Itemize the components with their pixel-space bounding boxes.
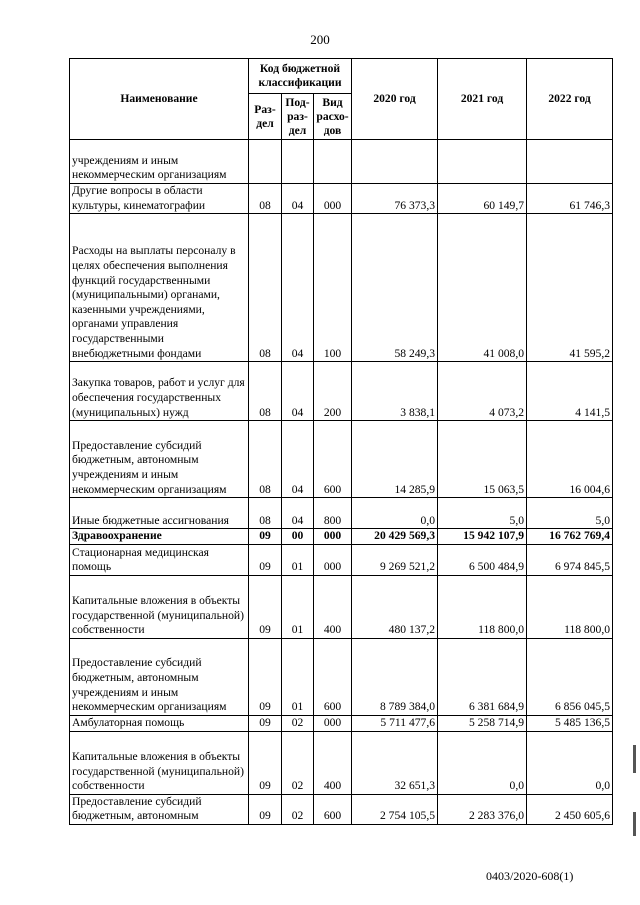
row-value-2020: 20 429 569,3 <box>352 529 438 545</box>
header-year-2021: 2021 год <box>438 59 527 140</box>
row-name: Другие вопросы в области культуры, кинематографии <box>70 184 249 214</box>
row-subsection: 02 <box>282 715 314 731</box>
row-value-2022 <box>527 140 613 184</box>
row-value-2020: 3 838,1 <box>352 362 438 421</box>
row-value-2022: 2 450 605,6 <box>527 794 613 824</box>
row-expense-type: 200 <box>314 362 352 421</box>
row-value-2022: 16 762 769,4 <box>527 529 613 545</box>
header-year-2020: 2020 год <box>352 59 438 140</box>
header-name: Наименование <box>70 59 249 140</box>
row-value-2022: 5,0 <box>527 498 613 529</box>
row-subsection: 04 <box>282 214 314 362</box>
row-value-2021: 2 283 376,0 <box>438 794 527 824</box>
row-subsection: 00 <box>282 529 314 545</box>
row-expense-type: 000 <box>314 184 352 214</box>
table-row <box>70 638 613 715</box>
row-value-2021: 5,0 <box>438 498 527 529</box>
row-section: 08 <box>249 184 282 214</box>
row-value-2022: 16 004,6 <box>527 421 613 498</box>
row-value-2020: 58 249,3 <box>352 214 438 362</box>
row-name: Расходы на выплаты персоналу в целях обеспечения выполнения функций государственными (муниципальными) органами, казенными учреждениями, органами управления государственными внебюджетными фондами <box>70 214 249 362</box>
row-value-2020: 9 269 521,2 <box>352 544 438 575</box>
row-section: 08 <box>249 362 282 421</box>
row-value-2021 <box>438 140 527 184</box>
row-value-2020: 0,0 <box>352 498 438 529</box>
row-subsection: 04 <box>282 498 314 529</box>
row-expense-type: 000 <box>314 715 352 731</box>
header-code-group: Код бюджетной классификации <box>249 59 352 94</box>
row-value-2021: 60 149,7 <box>438 184 527 214</box>
row-value-2020: 2 754 105,5 <box>352 794 438 824</box>
header-expense-type: Вид расхо-дов <box>314 94 352 140</box>
scan-edge-mark <box>633 745 636 773</box>
row-name: Капитальные вложения в объекты государственной (муниципальной) собственности <box>70 575 249 638</box>
row-subsection: 01 <box>282 638 314 715</box>
table-body <box>70 140 613 825</box>
row-name: Закупка товаров, работ и услуг для обеспечения государственных (муниципальных) нужд <box>70 362 249 421</box>
row-value-2022: 118 800,0 <box>527 575 613 638</box>
header-subsection: Под-раз-дел <box>282 94 314 140</box>
row-expense-type: 400 <box>314 575 352 638</box>
row-expense-type: 400 <box>314 731 352 794</box>
header-section: Раз-дел <box>249 94 282 140</box>
row-value-2022: 41 595,2 <box>527 214 613 362</box>
row-section: 08 <box>249 498 282 529</box>
row-section: 09 <box>249 544 282 575</box>
row-name: Предоставление субсидий бюджетным, автономным <box>70 794 249 824</box>
row-section <box>249 140 282 184</box>
table-row <box>70 529 613 545</box>
row-value-2021: 6 500 484,9 <box>438 544 527 575</box>
table-row <box>70 715 613 731</box>
row-section: 08 <box>249 421 282 498</box>
row-name: Стационарная медицинская помощь <box>70 544 249 575</box>
row-subsection: 01 <box>282 575 314 638</box>
table-row <box>70 731 613 794</box>
row-value-2020: 14 285,9 <box>352 421 438 498</box>
scan-edge-mark <box>633 812 636 836</box>
row-section: 09 <box>249 529 282 545</box>
row-subsection: 02 <box>282 794 314 824</box>
row-name: Амбулаторная помощь <box>70 715 249 731</box>
header-year-2022: 2022 год <box>527 59 613 140</box>
row-name: Иные бюджетные ассигнования <box>70 498 249 529</box>
row-value-2020: 5 711 477,6 <box>352 715 438 731</box>
table-row <box>70 140 613 184</box>
row-section: 09 <box>249 638 282 715</box>
row-subsection <box>282 140 314 184</box>
row-name: Здравоохранение <box>70 529 249 545</box>
row-value-2021: 6 381 684,9 <box>438 638 527 715</box>
row-expense-type <box>314 140 352 184</box>
row-expense-type: 600 <box>314 638 352 715</box>
table-row <box>70 214 613 362</box>
row-value-2022: 0,0 <box>527 731 613 794</box>
row-expense-type: 100 <box>314 214 352 362</box>
row-value-2020: 8 789 384,0 <box>352 638 438 715</box>
row-expense-type: 600 <box>314 421 352 498</box>
row-value-2020 <box>352 140 438 184</box>
row-value-2021: 41 008,0 <box>438 214 527 362</box>
row-value-2021: 118 800,0 <box>438 575 527 638</box>
row-subsection: 01 <box>282 544 314 575</box>
row-value-2021: 0,0 <box>438 731 527 794</box>
row-value-2022: 5 485 136,5 <box>527 715 613 731</box>
row-section: 09 <box>249 715 282 731</box>
row-name: Предоставление субсидий бюджетным, автономным учреждениям и иным некоммерческим организациям <box>70 638 249 715</box>
table-row <box>70 184 613 214</box>
row-section: 08 <box>249 214 282 362</box>
table-row <box>70 421 613 498</box>
row-name: Капитальные вложения в объекты государственной (муниципальной) собственности <box>70 731 249 794</box>
row-value-2022: 6 856 045,5 <box>527 638 613 715</box>
row-subsection: 04 <box>282 184 314 214</box>
row-section: 09 <box>249 731 282 794</box>
row-value-2020: 480 137,2 <box>352 575 438 638</box>
row-section: 09 <box>249 794 282 824</box>
row-expense-type: 000 <box>314 544 352 575</box>
table-row <box>70 362 613 421</box>
row-subsection: 02 <box>282 731 314 794</box>
row-value-2021: 15 063,5 <box>438 421 527 498</box>
row-subsection: 04 <box>282 421 314 498</box>
budget-table <box>69 58 613 825</box>
table-row <box>70 498 613 529</box>
row-value-2021: 15 942 107,9 <box>438 529 527 545</box>
row-value-2020: 76 373,3 <box>352 184 438 214</box>
row-value-2022: 4 141,5 <box>527 362 613 421</box>
row-expense-type: 600 <box>314 794 352 824</box>
row-value-2022: 6 974 845,5 <box>527 544 613 575</box>
row-subsection: 04 <box>282 362 314 421</box>
row-expense-type: 000 <box>314 529 352 545</box>
row-value-2021: 4 073,2 <box>438 362 527 421</box>
table-row <box>70 575 613 638</box>
table-row <box>70 794 613 824</box>
table-row <box>70 544 613 575</box>
row-value-2020: 32 651,3 <box>352 731 438 794</box>
row-value-2021: 5 258 714,9 <box>438 715 527 731</box>
row-name: учреждениям и иным некоммерческим организациям <box>70 140 249 184</box>
document-code: 0403/2020-608(1) <box>486 869 574 883</box>
row-section: 09 <box>249 575 282 638</box>
page-number: 200 <box>310 32 330 47</box>
row-value-2022: 61 746,3 <box>527 184 613 214</box>
row-expense-type: 800 <box>314 498 352 529</box>
row-name: Предоставление субсидий бюджетным, автономным учреждениям и иным некоммерческим организациям <box>70 421 249 498</box>
